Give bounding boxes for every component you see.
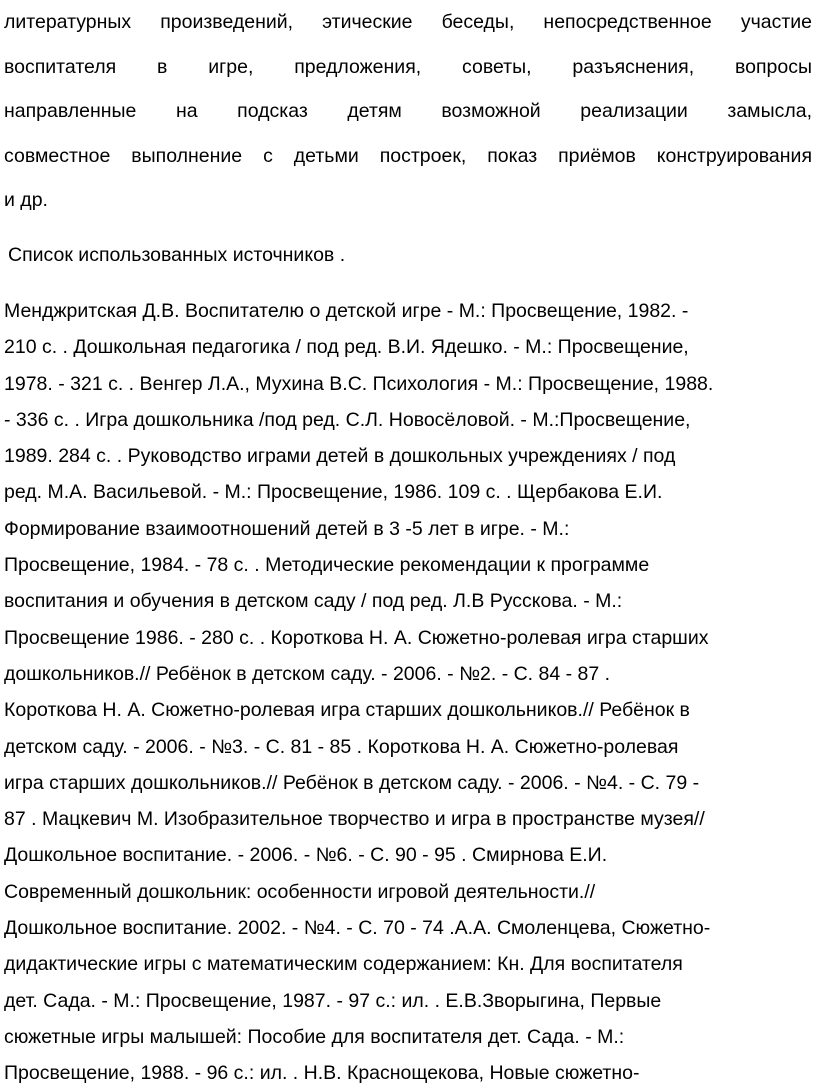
reference-line: дет. Сада. - М.: Просвещение, 1987. - 97 с.: ил. . Е.В.Зворыгина, Первые xyxy=(4,989,662,1012)
reference-line: Формирование взаимоотношений детей в 3 -5 лет в игре. - М.: xyxy=(4,517,570,540)
intro-line: и др. xyxy=(4,189,48,211)
reference-line: Менджритская Д.В. Воспитателю о детской игре - М.: Просвещение, 1982. - xyxy=(4,300,689,322)
intro-line: направленные на подсказ детям возможной реализации замысла, xyxy=(4,100,812,122)
intro-line: воспитателя в игре, предложения, советы, разъяснения, вопросы xyxy=(4,55,812,78)
reference-line: Просвещение 1986. - 280 с. . Короткова Н. А. Сюжетно-ролевая игра старших xyxy=(4,626,709,649)
reference-line: сюжетные игры малышей: Пособие для воспитателя дет. Сада. - М.: xyxy=(4,1025,625,1048)
intro-line: литературных произведений, этические беседы, непосредственное участие xyxy=(4,11,812,33)
intro-line: совместное выполнение с детьми построек, показ приёмов конструирования xyxy=(4,144,812,167)
reference-line: 87 . Мацкевич М. Изобразительное творчество и игра в пространстве музея// xyxy=(4,808,705,831)
reference-line: воспитания и обучения в детском саду / под ред. Л.В Русскова. - М.: xyxy=(4,590,623,613)
reference-line: детском саду. - 2006. - №3. - С. 81 - 85 . Короткова Н. А. Сюжетно-ролевая xyxy=(4,735,679,758)
reference-line: Дошкольное воспитание. - 2006. - №6. - С. 90 - 95 . Смирнова Е.И. xyxy=(4,844,608,867)
reference-line: Просвещение, 1988. - 96 с.: ил. . Н.В. Краснощекова, Новые сюжетно- xyxy=(4,1062,640,1085)
reference-line: Короткова Н. А. Сюжетно-ролевая игра старших дошкольников.// Ребёнок в xyxy=(4,699,690,722)
reference-line: игра старших дошкольников.// Ребёнок в детском саду. - 2006. - №4. - С. 79 - xyxy=(4,771,700,794)
reference-line: дошкольников.// Ребёнок в детском саду. - 2006. - №2. - С. 84 - 87 . xyxy=(4,662,611,685)
reference-line: 1978. - 321 с. . Венгер Л.А., Мухина В.С. Психология - М.: Просвещение, 1988. xyxy=(4,372,714,395)
references-list xyxy=(4,293,812,1092)
references-heading: Список использованных источников . xyxy=(8,244,346,266)
reference-line: ред. М.А. Васильевой. - М.: Просвещение, 1986. 109 с. . Щербакова Е.И. xyxy=(4,481,663,504)
reference-line: Современный дошкольник: особенности игровой деятельности.// xyxy=(4,880,596,903)
reference-line: 210 с. . Дошкольная педагогика / под ред. В.И. Ядешко. - М.: Просвещение, xyxy=(4,336,689,359)
reference-line: - 336 с. . Игра дошкольника /под ред. С.Л. Новосёловой. - М.:Просвещение, xyxy=(4,408,691,431)
reference-line: 1989. 284 с. . Руководство играми детей в дошкольных учреждениях / под xyxy=(4,445,676,468)
reference-line: Просвещение, 1984. - 78 с. . Методические рекомендации к программе xyxy=(4,554,650,577)
intro-paragraph xyxy=(4,0,812,223)
reference-line: дидактические игры с математическим содержанием: Кн. Для воспитателя xyxy=(4,953,683,976)
reference-line: Дошкольное воспитание. 2002. - №4. - С. 70 - 74 .А.А. Смоленцева, Сюжетно- xyxy=(4,917,711,940)
